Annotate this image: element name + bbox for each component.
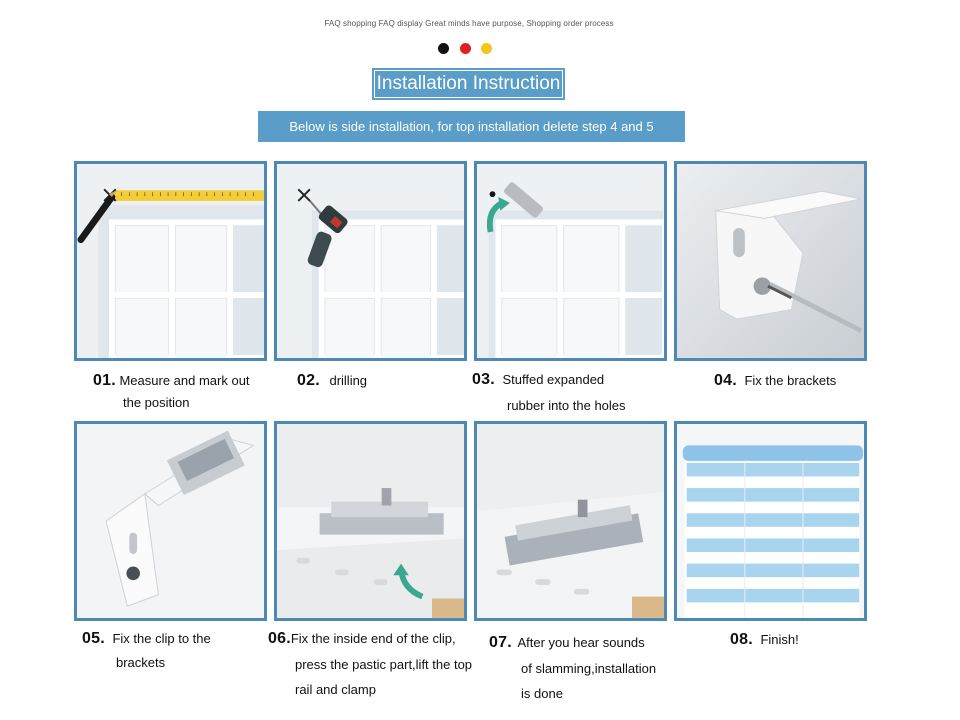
step-text-line: press the pastic part,lift the top (295, 657, 473, 672)
step-5-caption-2 (116, 650, 165, 675)
step-number: 05. (82, 630, 105, 647)
step-text-line: brackets (116, 655, 166, 670)
step-text-line: is done (521, 686, 563, 701)
step-7-caption-2 (521, 656, 656, 681)
drill-icon (277, 164, 464, 358)
step-text-line: Finish! (760, 632, 799, 647)
measuring-tape-icon (77, 164, 264, 358)
info-banner: Below is side installation, for top installation delete step 4 and 5 (258, 111, 685, 142)
step-4-caption (714, 368, 836, 393)
step-number: 01. (93, 372, 116, 389)
step-5-image (74, 421, 267, 621)
step-number: 03. (472, 371, 495, 388)
wall-plug-icon (477, 164, 664, 358)
clip-bracket-icon (77, 424, 264, 618)
step-3-caption (472, 367, 604, 392)
step-text-line: Measure and mark out (119, 373, 250, 388)
step-6-image (274, 421, 467, 621)
page-title: Installation Instruction (372, 68, 565, 100)
step-text-line: Fix the brackets (744, 373, 837, 388)
clip-installed-icon (477, 424, 664, 618)
dot-red (460, 43, 471, 54)
step-text-line: rail and clamp (295, 682, 376, 697)
step-5-caption (82, 626, 211, 651)
step-text-line: drilling (329, 373, 368, 388)
step-number: 06. (268, 630, 291, 647)
step-2-image (274, 161, 467, 361)
zebra-blind-icon (677, 424, 864, 618)
step-text-line: the position (123, 395, 190, 410)
step-1-image (74, 161, 267, 361)
step-2-caption (297, 368, 367, 393)
step-text-line: Fix the inside end of the clip, (290, 631, 456, 646)
step-text-line: After you hear sounds (517, 635, 645, 650)
step-number: 07. (489, 634, 512, 651)
step-3-image (474, 161, 667, 361)
step-text-line: rubber into the holes (507, 398, 626, 413)
step-7-caption-3 (521, 681, 563, 706)
step-text-line: Fix the clip to the (112, 631, 211, 646)
step-7-image (474, 421, 667, 621)
step-6-caption (268, 626, 456, 651)
dot-yellow (481, 43, 492, 54)
dot-black (438, 43, 449, 54)
clip-clamp-icon (277, 424, 464, 618)
step-number: 04. (714, 372, 737, 389)
step-7-caption (489, 630, 645, 655)
top-nav-text: FAQ shopping FAQ display Great minds have purpose, Shopping order process (324, 19, 614, 28)
step-8-caption (730, 627, 799, 652)
step-1-caption-2 (123, 390, 190, 415)
step-6-caption-3 (295, 677, 376, 702)
step-6-caption-2 (295, 652, 472, 677)
step-4-image (674, 161, 867, 361)
step-text-line: Stuffed expanded (502, 372, 605, 387)
step-text-line: of slamming,installation (521, 661, 657, 676)
step-3-caption-2 (507, 393, 626, 418)
step-8-image (674, 421, 867, 621)
step-number: 08. (730, 631, 753, 648)
step-number: 02. (297, 372, 320, 389)
bracket-screwdriver-icon (677, 164, 864, 358)
